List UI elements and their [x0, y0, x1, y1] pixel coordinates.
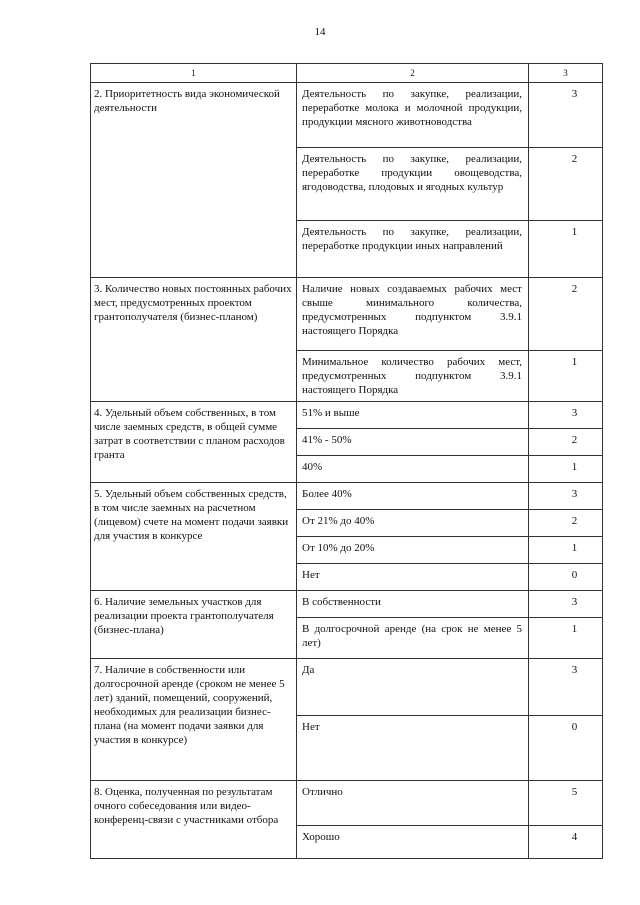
score-cell: 3 — [529, 483, 603, 510]
criterion-cell: 3. Количество новых постоянных рабочих мест, предусмотренных проектом грантополучателя (бизнес-планом) — [91, 278, 297, 402]
table-header-row — [91, 64, 603, 83]
score-cell: 3 — [529, 402, 603, 429]
option-text-cell: 41% - 50% — [297, 429, 529, 456]
score-cell: 3 — [529, 659, 603, 716]
score-cell: 1 — [529, 221, 603, 278]
header-col-3: 3 — [529, 64, 603, 83]
option-text-cell: В долгосрочной аренде (на срок не менее 5 лет) — [297, 618, 529, 659]
table-row — [91, 278, 603, 351]
option-text-cell: Более 40% — [297, 483, 529, 510]
score-cell: 2 — [529, 429, 603, 456]
page-number: 14 — [314, 26, 326, 38]
score-cell: 1 — [529, 456, 603, 483]
option-text-cell: Да — [297, 659, 529, 716]
score-cell: 2 — [529, 510, 603, 537]
option-text-cell: В собственности — [297, 591, 529, 618]
score-cell: 2 — [529, 278, 603, 351]
score-cell: 2 — [529, 148, 603, 221]
option-text-cell: 51% и выше — [297, 402, 529, 429]
table-row — [91, 483, 603, 510]
score-cell: 0 — [529, 564, 603, 591]
criterion-cell: 8. Оценка, полученная по результатам очного собеседования или видео-конференц-связи с участниками отбора — [91, 781, 297, 859]
table-row — [91, 659, 603, 716]
table-row — [91, 402, 603, 429]
option-text-cell: Нет — [297, 564, 529, 591]
option-text-cell: Минимальное количество рабочих мест, предусмотренных подпунктом 3.9.1 настоящего Порядка — [297, 351, 529, 402]
criterion-cell: 7. Наличие в собственности или долгосрочной аренде (сроком не менее 5 лет) зданий, помещений, сооружений, необходимых для реализации бизнес-плана (на момент подачи заявки для участия в конкурсе) — [91, 659, 297, 781]
option-text-cell: Отлично — [297, 781, 529, 826]
table-row — [91, 781, 603, 826]
option-text-cell: От 10% до 20% — [297, 537, 529, 564]
header-col-2: 2 — [297, 64, 529, 83]
score-cell: 5 — [529, 781, 603, 826]
criterion-cell: 5. Удельный объем собственных средств, в том числе заемных на расчетном (лицевом) счете на момент подачи заявки для участия в конкурсе — [91, 483, 297, 591]
option-text-cell: Нет — [297, 716, 529, 781]
option-text-cell: Хорошо — [297, 826, 529, 859]
option-text-cell: Деятельность по закупке, реализации, переработке продукции овощеводства, ягодоводства, плодовых и ягодных культур — [297, 148, 529, 221]
option-text-cell: Деятельность по закупке, реализации, переработке продукции иных направлений — [297, 221, 529, 278]
table-row — [91, 591, 603, 618]
table-row — [91, 83, 603, 148]
criterion-cell: 2. Приоритетность вида экономической деятельности — [91, 83, 297, 278]
header-col-1: 1 — [91, 64, 297, 83]
score-cell: 3 — [529, 83, 603, 148]
option-text-cell: Деятельность по закупке, реализации, переработке молока и молочной продукции, продукции мясного животноводства — [297, 83, 529, 148]
score-cell: 1 — [529, 351, 603, 402]
score-cell: 1 — [529, 537, 603, 564]
option-text-cell: Наличие новых создаваемых рабочих мест свыше минимального количества, предусмотренных подпунктом 3.9.1 настоящего Порядка — [297, 278, 529, 351]
score-cell: 0 — [529, 716, 603, 781]
option-text-cell: 40% — [297, 456, 529, 483]
criteria-table — [90, 63, 603, 859]
option-text-cell: От 21% до 40% — [297, 510, 529, 537]
score-cell: 3 — [529, 591, 603, 618]
score-cell: 1 — [529, 618, 603, 659]
criterion-cell: 6. Наличие земельных участков для реализации проекта грантополучателя (бизнес-плана) — [91, 591, 297, 659]
score-cell: 4 — [529, 826, 603, 859]
criterion-cell: 4. Удельный объем собственных, в том числе заемных средств, в общей сумме затрат в соответствии с планом расходов гранта — [91, 402, 297, 483]
